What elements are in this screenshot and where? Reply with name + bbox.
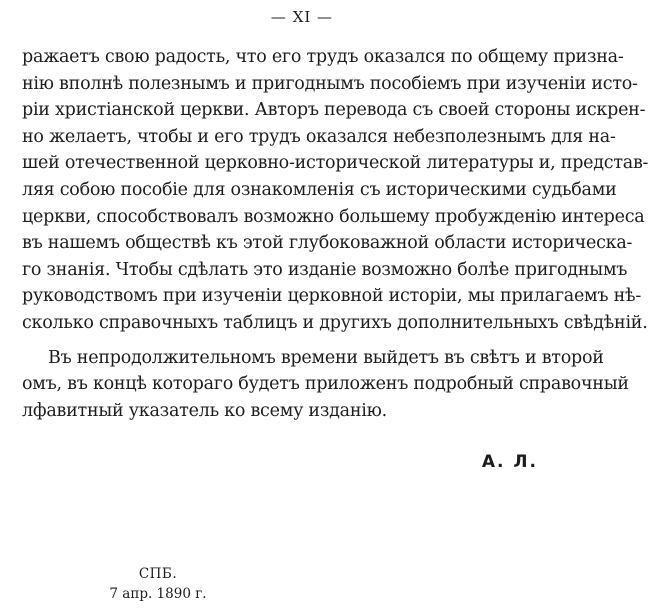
text-line: Въ непродолжительномъ времени выйдетъ въ свѣтъ и второй	[48, 347, 604, 368]
text-line: лфавитный указатель ко всему изданію.	[22, 400, 387, 421]
body-text	[22, 44, 648, 424]
text-line: омъ, въ концѣ котораго будетъ приложенъ подробный справочный	[22, 374, 629, 395]
text-line: ріи христіанской церкви. Авторъ перевода съ своей стороны искрен-	[22, 100, 646, 121]
text-line: ляя собою пособіе для ознакомленія съ историческими судьбами	[22, 179, 617, 200]
text-line: въ нашемъ обществѣ къ этой глубоковажной области историческа-	[22, 233, 633, 254]
text-line: руководствомъ при изученіи церковной исторіи, мы прилагаемъ нѣ-	[22, 286, 641, 307]
paragraph-gap	[22, 337, 584, 345]
place-of-publication: СПБ.	[138, 566, 178, 582]
page-number: — XI —	[270, 8, 334, 26]
text-line: ражаетъ свою радость, что его трудъ оказался по общему призна-	[22, 47, 624, 67]
text-line: шей отечественной церковно-исторической литературы и, представ-	[22, 153, 648, 174]
text-line: го знанія. Чтобы сдѣлать это изданіе возможно болѣе пригоднымъ	[22, 259, 628, 280]
text-line: сколько справочныхъ таблицъ и другихъ дополнительныхъ свѣдѣній.	[22, 312, 648, 333]
text-line: нію вполнѣ полезнымъ и пригоднымъ пособіемъ при изученіи исто-	[22, 73, 638, 94]
paragraph-1	[22, 44, 648, 337]
publication-date: 7 апр. 1890 г.	[109, 586, 207, 602]
text-line: но желаетъ, чтобы и его трудъ оказался небезполезнымъ для на-	[22, 126, 616, 147]
text-line: церкви, способствовалъ возможно большему пробужденію интереса	[22, 206, 645, 227]
paragraph-2	[22, 345, 629, 425]
author-signature: А. Л.	[481, 452, 538, 472]
